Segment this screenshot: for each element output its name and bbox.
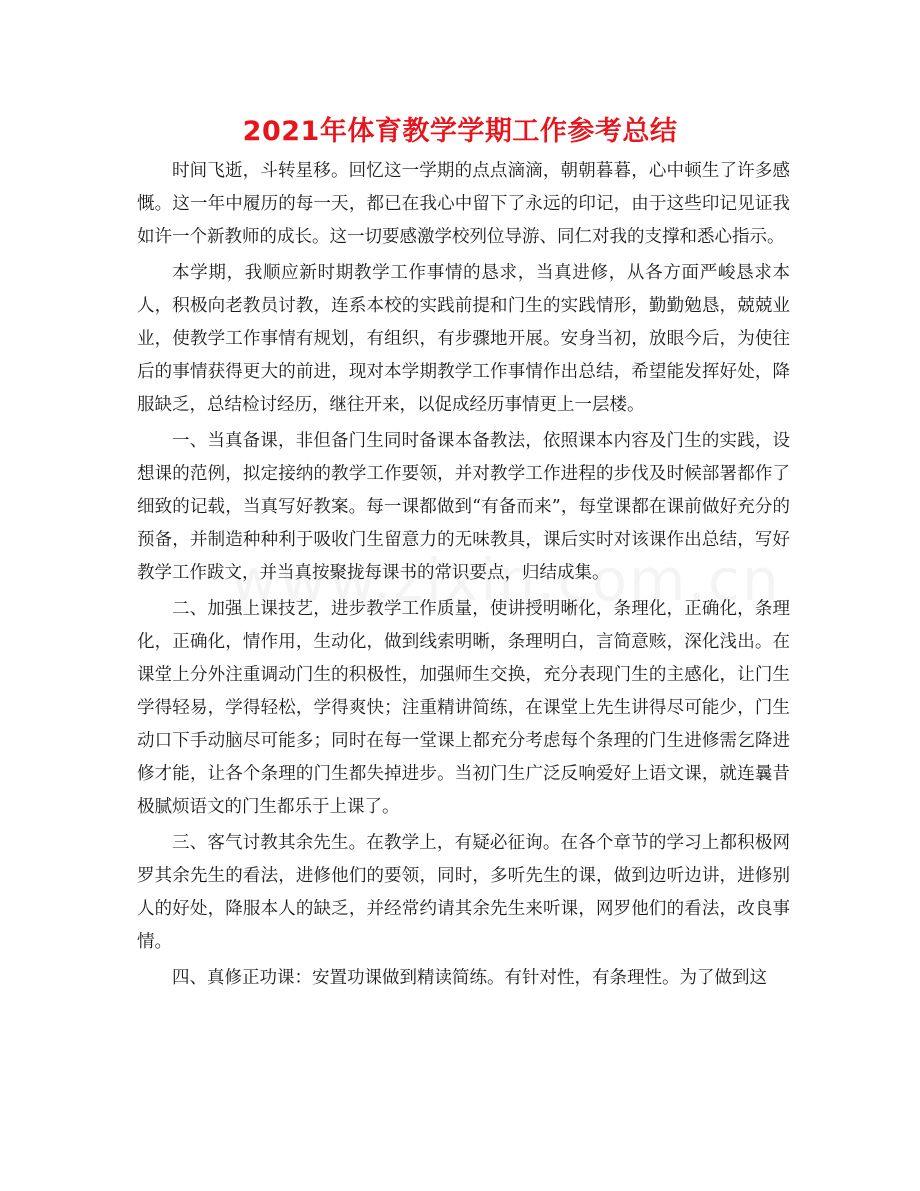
paragraph-overview: 本学期，我顺应新时期教学工作事情的恳求，当真进修，从各方面严峻恳求本人，积极向老教员讨教，连系本校的实践前提和门生的实践情形，勤勤勉恳，兢兢业业，使教学工作事情有规划，有组织，有步骤地开展。安身当初，放眼今后，为使往后的事情获得更大的前进，现对本学期教学工作事情作出总结，希望能发挥好处，降服缺乏，总结检讨经历，继往开来，以促成经历事情更上一层楼。	[137, 263, 790, 415]
paragraph-intro: 时间飞逝，斗转星移。回忆这一学期的点点滴滴，朝朝暮暮，心中顿生了许多感慨。这一年中履历的每一天，都已在我心中留下了永远的印记，由于这些印记见证我如许一个新教师的成长。这一切要感激学校列位导游、同仁对我的支撑和悉心指示。	[137, 161, 790, 247]
paragraph-section-4: 四、真修正功课：安置功课做到精读简练。有针对性，有条理性。为了做到这	[172, 968, 767, 988]
document-body	[137, 155, 790, 998]
paragraph-section-3: 三、客气讨教其余先生。在教学上，有疑必征询。在各个章节的学习上都积极网罗其余先生的看法，进修他们的要领，同时，多听先生的课，做到边听边讲，进修别人的好处，降服本人的缺乏，并经常约请其余先生来听课，网罗他们的看法，改良事情。	[137, 833, 790, 952]
document-title: 2021年体育教学学期工作参考总结	[242, 116, 678, 147]
paragraph-section-1: 一、当真备课，非但备门生同时备课本备教法，依照课本内容及门生的实践，设想课的范例，拟定接纳的教学工作要领，并对教学工作进程的步伐及时候部署都作了细致的记载，当真写好教案。每一课都做到“有备而来”，每堂课都在课前做好充分的预备，并制造种种利于吸收门生留意力的无味教具，课后实时对该课作出总结，写好教学工作跋文，并当真按聚拢每课书的常识要点，归结成集。	[137, 431, 790, 583]
paragraph-section-2: 二、加强上课技艺，进步教学工作质量，使讲授明晰化，条理化，正确化，条理化，正确化，情作用，生动化，做到线索明晰，条理明白，言简意赅，深化浅出。在课堂上分外注重调动门生的积极性，加强师生交换，充分表现门生的主感化，让门生学得轻易，学得轻松，学得爽快；注重精讲简练，在课堂上先生讲得尽可能少，门生动口下手动脑尽可能多；同时在每一堂课上都充分考虑每个条理的门生进修需乞降进修才能，让各个条理的门生都失掉进步。当初门生广泛反响爱好上语文课，就连曩昔极腻烦语文的门生都乐于上课了。	[137, 599, 790, 817]
